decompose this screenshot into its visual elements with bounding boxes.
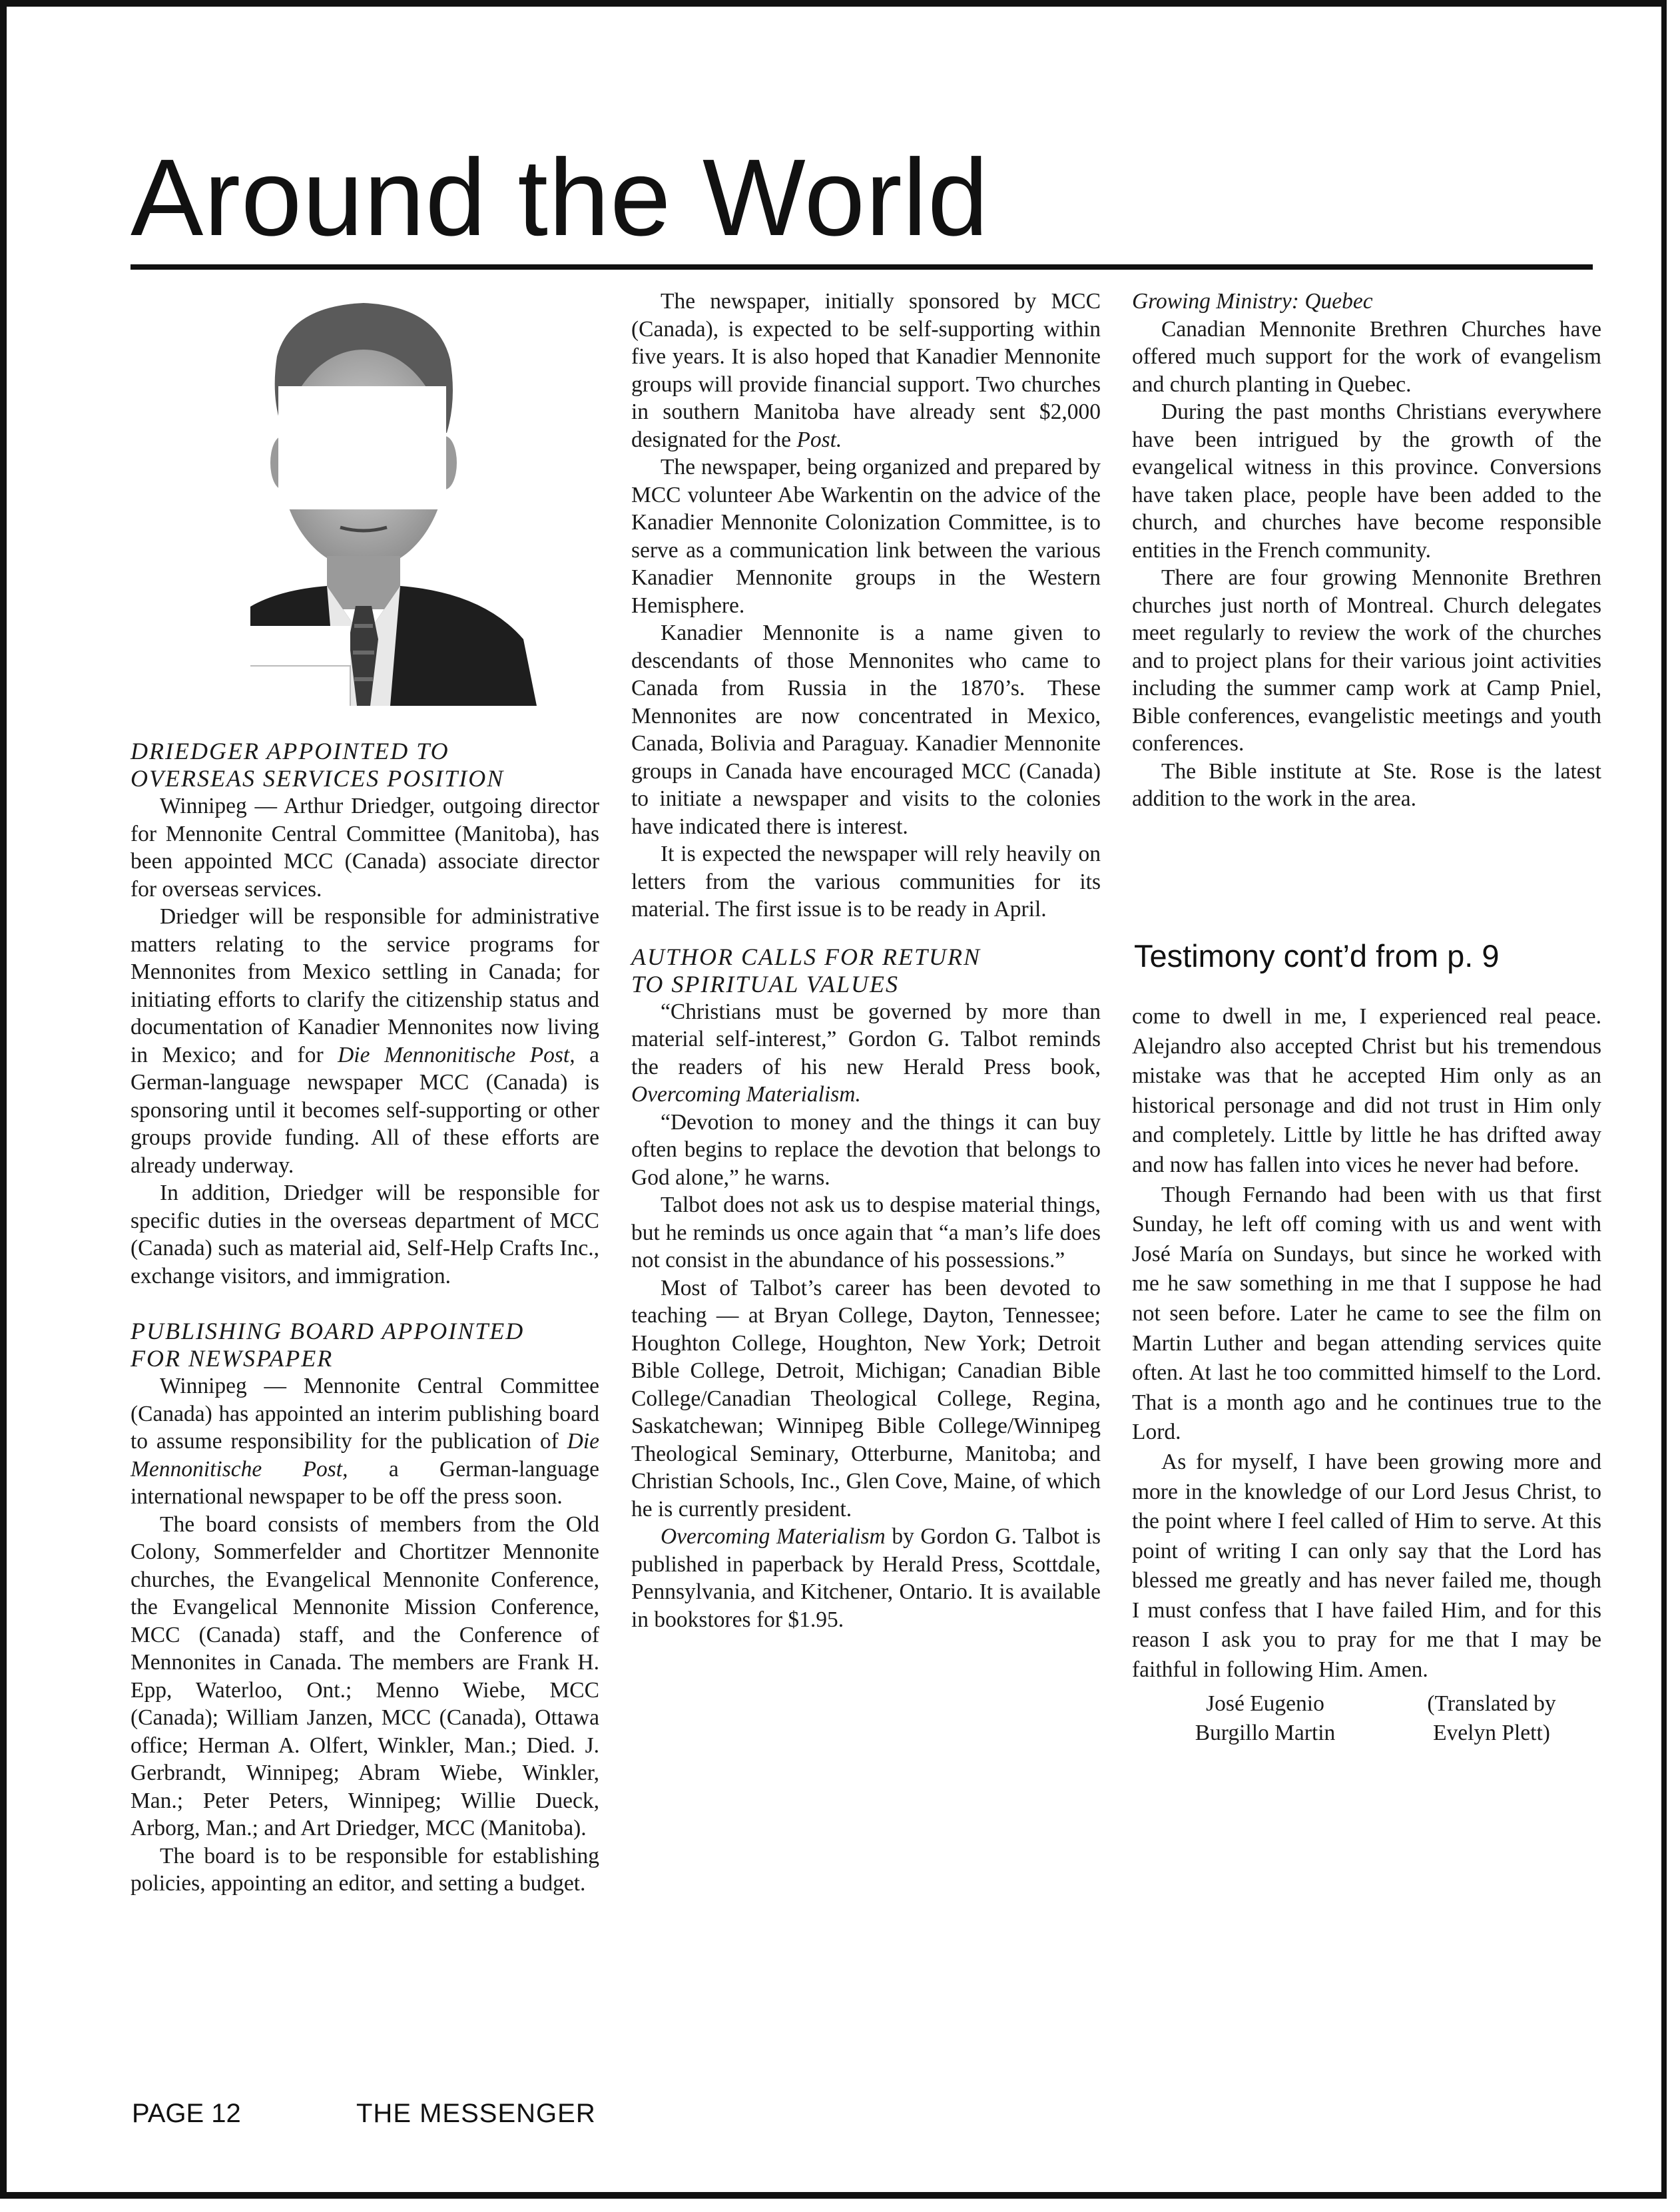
paragraph: Though Fernando had been with us that first Sunday, he left off coming with us and went with José María on Sundays, but since he worked with me he saw something in me that I suppose he had not seen before. Later he came to see the film on Martin Luther and began attending services quite often. At last he too committed himself to the Lord. That is a month ago and he continues true to the Lord. <box>1132 1182 1601 1445</box>
paragraph: The board consists of members from the Old Colony, Sommerfelder and Chortitzer Mennonite churches, the Evangelical Mennonite Conference, the Evangelical Mennonite Mission Conference, MCC (Canada) staff, and the Conference of Mennonites in Canada. The members are Frank H. Epp, Waterloo, Ont.; Menno Wiebe, MCC (Canada); William Janzen, MCC (Canada), Ottawa office; Herman A. Olfert, Winkler, Man.; Died. J. Gerbrandt, Winnipeg; Abram Wiebe, Winkler, Man.; Peter Peters, Winnipeg; Willie Dueck, Arborg, Man.; and Art Driedger, MCC (Manitoba). <box>131 1512 599 1840</box>
column-1 <box>131 738 599 1898</box>
article-heading: Growing Ministry: Quebec <box>1132 289 1373 314</box>
paragraph: The newspaper, initially sponsored by MCC (Canada), is expected to be self-supporting within five years. It is also hoped that Kanadier Mennonite groups will provide financial support. Two churches in southern Manitoba have already sent $2,000 designated for the Post. <box>631 289 1101 452</box>
paragraph: “Christians must be governed by more than material self-interest,” Gordon G. Talbot reminds the readers of his new Herald Press book, Overcoming Materialism. <box>631 999 1101 1107</box>
paragraph: It is expected the newspaper will rely heavily on letters from the various communities for its material. The first issue is to be ready in April. <box>631 842 1101 922</box>
testimony-column <box>1132 1002 1601 1749</box>
paragraph: The newspaper, being organized and prepared by MCC volunteer Abe Warkentin on the advice of the Kanadier Mennonite Colonization Committee, is to serve as a communication link between the various Kanadier Mennonite groups in the Western Hemisphere. <box>631 455 1101 618</box>
article-heading: AUTHOR CALLS FOR RETURN TO SPIRITUAL VALUES <box>631 943 981 997</box>
paragraph: There are four growing Mennonite Brethren churches just north of Montreal. Church delegates meet regularly to review the work of the churches and to project plans for their various joint activities including the summer camp work at Camp Pniel, Bible conferences, evangelistic meetings and youth conferences. <box>1132 565 1601 756</box>
paragraph: Talbot does not ask us to despise material things, but he reminds us once again that “a man’s life does not consist in the abundance of his possessions.” <box>631 1193 1101 1272</box>
paragraph: The Bible institute at Ste. Rose is the latest addition to the work in the area. <box>1132 758 1601 811</box>
signature-name: José Eugenio <box>1206 1691 1324 1716</box>
paragraph: The board is to be responsible for establishing policies, appointing an editor, and setting a budget. <box>131 1843 599 1896</box>
paragraph: Canadian Mennonite Brethren Churches have offered much support for the work of evangelism and church planting in Quebec. <box>1132 316 1601 397</box>
page-number: PAGE 12 <box>132 2099 241 2128</box>
signature-name: Burgillo Martin <box>1195 1721 1336 1746</box>
column-3 <box>1132 288 1601 813</box>
paragraph: Most of Talbot’s career has been devoted to teaching — at Bryan College, Dayton, Tennessee; Houghton College, Houghton, New York; Detroit Bible College, Detroit, Michigan; Canadian Bible College/Canadian Theological College, Regina, Saskatchewan; Winnipeg Bible College/Winnipeg Theological Seminary, Otterburne, Manitoba; and Christian Schools, Inc., Glen Cove, Maine, of which he is currently president. <box>631 1275 1101 1521</box>
paragraph: As for myself, I have been growing more and more in the knowledge of our Lord Jesus Christ, to the point where I feel called of Him to serve. At this point of writing I can only say that the Lord has blessed me greatly and has never failed me, though I must confess that I have failed Him, and for this reason I ask you to pray for me that I may be faithful in following Him. Amen. <box>1132 1449 1601 1683</box>
title-rule <box>131 264 1593 270</box>
page-title: Around the World <box>131 137 989 258</box>
column-2 <box>631 288 1101 1633</box>
paragraph: Winnipeg — Arthur Driedger, outgoing director for Mennonite Central Committee (Manitoba), has been appointed MCC (Canada) associate director for overseas services. <box>131 794 599 902</box>
paragraph: Winnipeg — Mennonite Central Committee (Canada) has appointed an interim publishing board to assume responsibility for the publication of Die Mennonitische Post, a German-language international newspaper to be off the press soon. <box>131 1374 599 1509</box>
translator-credit: Evelyn Plett) <box>1433 1721 1550 1746</box>
paragraph: Overcoming Materialism by Gordon G. Talbot is published in paperback by Herald Press, Scottdale, Pennsylvania, and Kitchener, Ontario. It is available in bookstores for $1.95. <box>631 1524 1101 1632</box>
translator-credit: (Translated by <box>1427 1691 1556 1716</box>
magazine-name: THE MESSENGER <box>356 2099 596 2128</box>
paragraph: In addition, Driedger will be responsible for specific duties in the overseas department of MCC (Canada) such as material aid, Self-Help Crafts Inc., exchange visitors, and immigration. <box>131 1181 599 1288</box>
paragraph: come to dwell in me, I experienced real peace. Alejandro also accepted Christ but his tremendous mistake was that he accepted Him only as an historical personage and did not trust in Him only and completely. Little by little he has drifted away and now has fallen into vices he never had before. <box>1132 1004 1601 1177</box>
signature-block <box>1132 1689 1601 1749</box>
article-heading: DRIEDGER APPOINTED TO OVERSEAS SERVICES POSITION <box>131 738 505 792</box>
paragraph: During the past months Christians everywhere have been intrigued by the growth of the evangelical witness in this province. Conversions have taken place, people have been added to the church, and churches have become responsible entities in the French community. <box>1132 400 1601 563</box>
headshot-photo <box>177 293 550 706</box>
paragraph: “Devotion to money and the things it can buy often begins to replace the devotion that belongs to God alone,” he warns. <box>631 1109 1101 1190</box>
testimony-heading: Testimony cont’d from p. 9 <box>1134 938 1500 973</box>
paragraph: Driedger will be responsible for administrative matters relating to the service programs for Mennonites from Mexico settling in Canada; for initiating efforts to clarify the citizenship status and documentation of Kanadier Mennonites now living in Mexico; and for Die Mennonitische Post, a German-language newspaper MCC (Canada) is sponsoring until it becomes self-supporting or other groups provide funding. All of these efforts are already underway. <box>131 904 599 1178</box>
article-heading: PUBLISHING BOARD APPOINTED FOR NEWSPAPER <box>131 1318 525 1372</box>
paragraph: Kanadier Mennonite is a name given to descendants of those Mennonites who came to Canada from Russia in the 1870’s. These Mennonites are now concentrated in Mexico, Canada, Bolivia and Paraguay. Kanadier Mennonite groups in Canada have encouraged MCC (Canada) to initiate a newspaper and visits to the colonies have indicated there is interest. <box>631 621 1101 839</box>
